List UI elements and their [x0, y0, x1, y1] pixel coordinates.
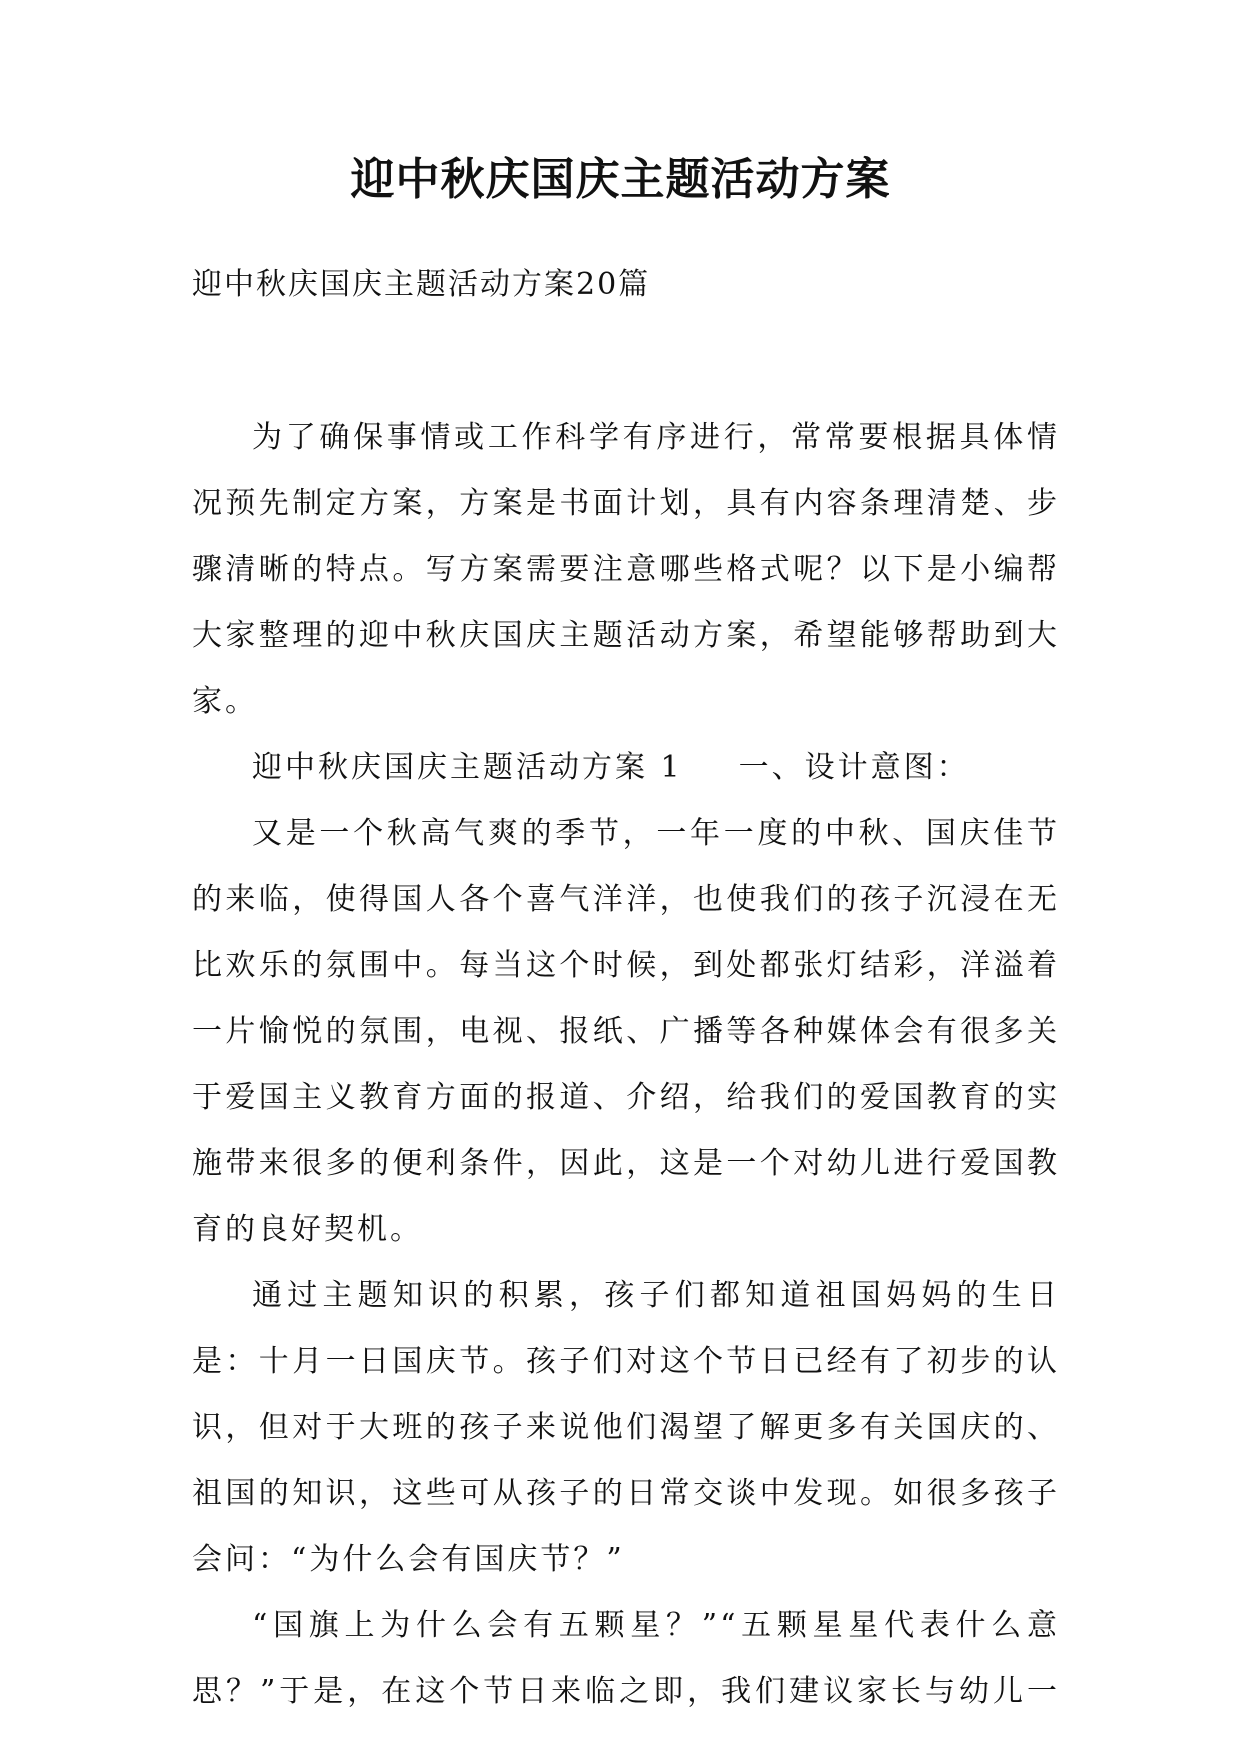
section-heading-line [192, 735, 1060, 801]
intro-paragraph: 为了确保事情或工作科学有序进行，常常要根据具体情况预先制定方案，方案是书面计划，具有内容条理清楚、步骤清晰的特点。写方案需要注意哪些格式呢？以下是小编帮大家整理的迎中秋庆国庆主题活动方案，希望能够帮助到大家。 [192, 420, 1060, 719]
document-body [192, 405, 1060, 1725]
document-title: 迎中秋庆国庆主题活动方案 [350, 154, 891, 205]
design-intent-paragraph: 又是一个秋高气爽的季节，一年一度的中秋、国庆佳节的来临，使得国人各个喜气洋洋，也使我们的孩子沉浸在无比欢乐的氛围中。每当这个时候，到处都张灯结彩，洋溢着一片愉悦的氛围，电视、报纸、广播等各种媒体会有很多关于爱国主义教育方面的报道、介绍，给我们的爱国教育的实施带来很多的便利条件，因此，这是一个对幼儿进行爱国教育的良好契机。 [192, 816, 1060, 1247]
plan-title: 迎中秋庆国庆主题活动方案 1 [252, 750, 683, 785]
section-heading: 一、设计意图： [738, 750, 970, 785]
knowledge-paragraph: 通过主题知识的积累，孩子们都知道祖国妈妈的生日是：十月一日国庆节。孩子们对这个节日已经有了初步的认识，但对于大班的孩子来说他们渴望了解更多有关国庆的、祖国的知识，这些可从孩子的日常交谈中发现。如很多孩子会问：“为什么会有国庆节？” [192, 1278, 1060, 1577]
document-subtitle: 迎中秋庆国庆主题活动方案20篇 [192, 267, 651, 302]
questions-paragraph: “国旗上为什么会有五颗星？”“五颗星星代表什么意思？”于是，在这个节日来临之即，我们建议家长与幼儿一 [192, 1608, 1060, 1709]
